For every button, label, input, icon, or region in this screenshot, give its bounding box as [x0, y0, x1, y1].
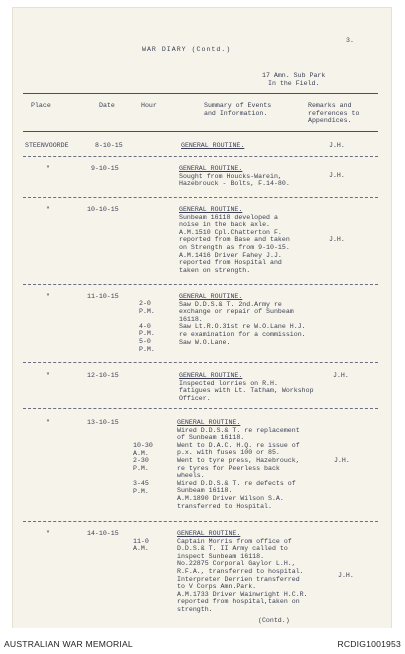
entry-hour: 2-0 P.M. 4-0 P.M. 5-0 P.M.: [139, 300, 155, 353]
entry-date: 8-10-15: [95, 142, 123, 149]
unit-name: 17 Amn. Sub Park: [262, 72, 326, 79]
entry-date: 9-10-15: [91, 165, 119, 172]
entry-summary: GENERAL ROUTINE. Inspected lorries on R.H. fatigues with Lt. Tatham, Workshop Officer.: [179, 372, 314, 402]
entry-summary: [181, 142, 244, 150]
entry-divider: [23, 521, 378, 522]
entry-divider: [23, 197, 378, 198]
entry-place: ": [46, 165, 50, 172]
entry-date: 12-10-15: [87, 372, 119, 379]
entry-date: 10-10-15: [87, 206, 119, 213]
header-bottom-rule: [23, 131, 378, 132]
header-top-rule: [23, 93, 378, 94]
entry-remarks: J.H.: [329, 172, 345, 179]
entry-heading: GENERAL ROUTINE.: [179, 206, 243, 213]
reference-id: RCDIG1001953: [337, 639, 401, 649]
entry-date: 11-10-15: [87, 293, 119, 300]
archive-footer: [0, 628, 405, 654]
entry-heading: GENERAL ROUTINE.: [181, 142, 245, 149]
entry-summary: GENERAL ROUTINE. Wired D.D.S.& T. re replacement of Sunbeam 16118. Went to D.A.C. H.Q. re issue of p.x. with fuses 100 or 85. Went to tyre press, Hazebrouck, re tyres for Peerless back wheels. Wired D.D.S.& T. re defects of Sunbeam 16118. A.M.1890 Driver Wilson S.A. transferred to Hospital.: [177, 419, 300, 510]
entry-summary: GENERAL ROUTINE. Saw D.D.S.& T. 2nd.Army re exchange or repair of Sunbeam 16118. Saw Lt.R.O.31st re W.O.Lane H.J. re examination for a commission. Saw W.O.Lane.: [179, 293, 306, 346]
entry-place: STEENVOORDE: [25, 142, 69, 149]
entry-remarks: J.H.: [334, 457, 350, 464]
entry-summary: GENERAL ROUTINE. Captain Morris from office of D.D.S.& T. II Army called to inspect Sunbeam 16118. No.22875 Corporal Gaylor L.H., R.F.A., transferred to hospital. Interpreter Derrien transferred to V Corps Amn.Park. A.M.1733 Driver Wainwright H.C.R. reported from hospital,taken on strength.: [177, 530, 308, 613]
entry-divider: [23, 362, 378, 363]
continued-note: (Contd.): [258, 617, 290, 624]
entry-remarks: J.H.: [329, 236, 345, 243]
col-date-header: Date: [99, 102, 115, 109]
entry-date: 13-10-15: [87, 419, 119, 426]
entry-divider: [23, 284, 378, 285]
col-remarks-header: Remarks and references to Appendices.: [308, 102, 360, 125]
entry-date: 14-10-15: [87, 530, 119, 537]
col-place-header: Place: [31, 102, 51, 109]
entry-heading: GENERAL ROUTINE.: [177, 419, 241, 426]
page-title: WAR DIARY (Contd.): [142, 46, 232, 53]
entry-divider: [23, 408, 378, 409]
entry-remarks: J.H.: [329, 142, 345, 149]
page-number: 3.: [346, 37, 354, 44]
col-hour-header: Hour: [141, 102, 157, 109]
entry-remarks: J.H.: [333, 372, 349, 379]
institution-label: AUSTRALIAN WAR MEMORIAL: [4, 639, 133, 649]
entry-heading: GENERAL ROUTINE.: [179, 165, 243, 172]
entry-remarks: J.H.: [338, 572, 354, 579]
entry-divider: [23, 156, 378, 157]
entry-heading: GENERAL ROUTINE.: [179, 293, 243, 300]
entry-place: ": [46, 206, 50, 213]
entry-place: ": [46, 530, 50, 537]
unit-location: In the Field.: [268, 80, 320, 87]
entry-hour: 11-0 A.M.: [133, 537, 149, 553]
entry-place: ": [46, 419, 50, 426]
entry-place: ": [46, 372, 50, 379]
entry-summary: GENERAL ROUTINE. Sunbeam 16118 developed a noise in the back axle. A.M.1510 Cpl.Chatterton F. reported from Base and taken on Strength as from 9-10-15. A.M.1416 Driver Fahey J.J. reported from Hospital and taken on strength.: [179, 206, 290, 274]
entry-summary: GENERAL ROUTINE. Sought from Houcks-Warein, Hazebrouck - Bolts, F.14-80.: [179, 165, 290, 188]
entry-hour: 10-30 A.M. 2-30 P.M. 3-45 P.M.: [133, 442, 153, 495]
entry-heading: GENERAL ROUTINE.: [179, 372, 243, 379]
entry-place: ": [46, 293, 50, 300]
col-summary-header: Summary of Events and Information.: [204, 102, 272, 117]
entry-heading: GENERAL ROUTINE.: [177, 530, 241, 537]
